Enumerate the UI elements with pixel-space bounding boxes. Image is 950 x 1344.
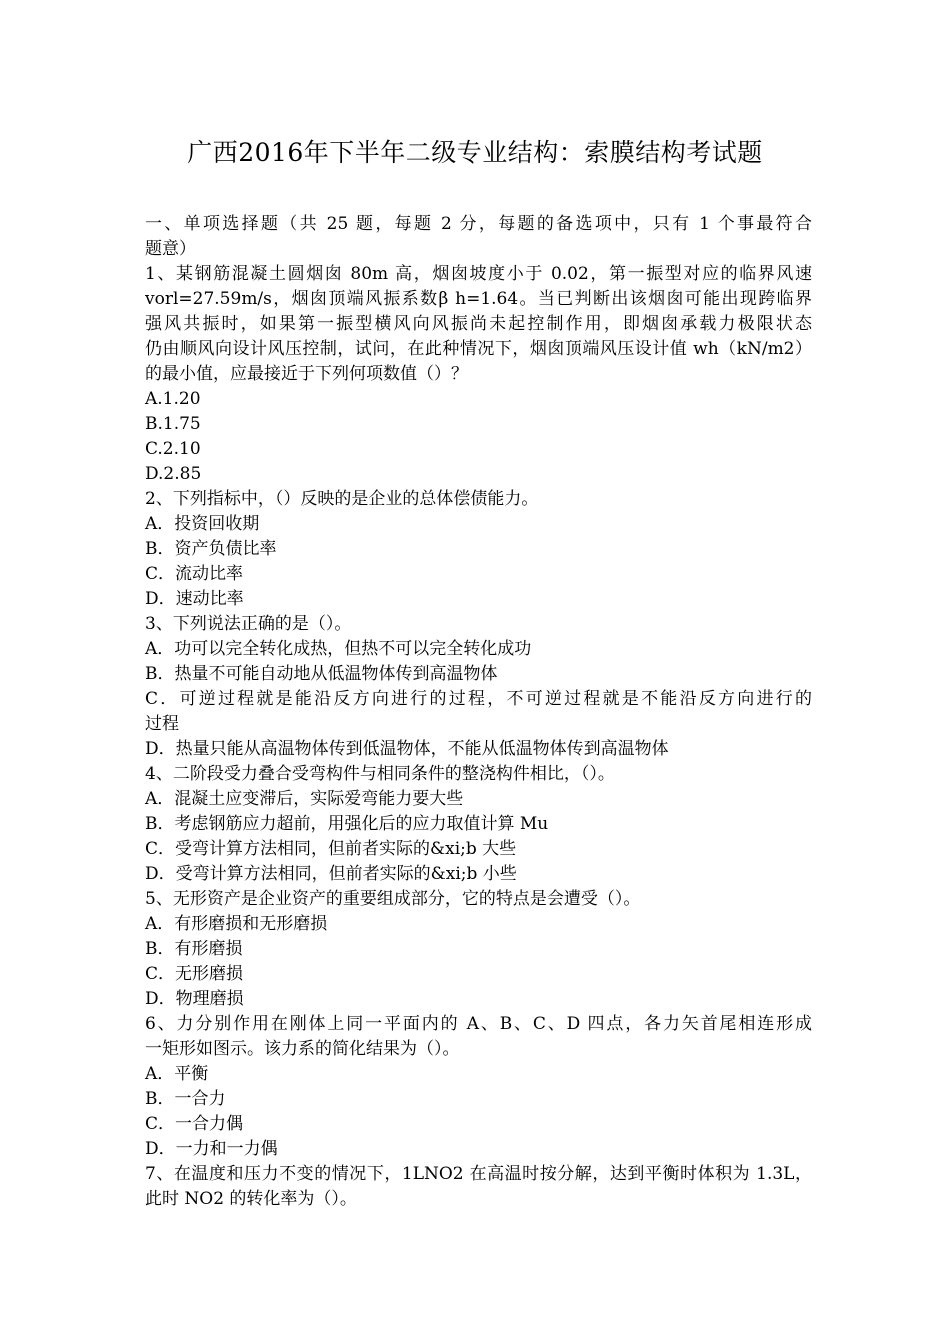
question-stem-line: 仍由顺风向设计风压控制，试问，在此种情况下，烟囱顶端风压设计值 wh（kN/m2） [145,339,812,359]
answer-option: C．无形磨损 [145,964,244,984]
answer-option: A.1.20 [145,389,201,409]
answer-option: A．平衡 [145,1064,209,1084]
question-7 [145,1162,812,1212]
answer-option: B.1.75 [145,414,201,434]
question-stem-line: 5、无形资产是企业资产的重要组成部分，它的特点是会遭受（）。 [145,889,641,909]
question-3 [145,612,812,762]
question-2 [145,487,812,612]
question-stem-line: 2、下列指标中，（）反映的是企业的总体偿债能力。 [145,489,539,509]
question-stem-line: 1、某钢筋混凝土圆烟囱 80m 高，烟囱坡度小于 0.02，第一振型对应的临界风速 [145,264,812,284]
answer-option: C．可逆过程就是能沿反方向进行的过程，不可逆过程就是不能沿反方向进行的 [145,689,812,709]
question-1 [145,262,812,487]
question-6 [145,1012,812,1162]
answer-option: B．一合力 [145,1089,226,1109]
answer-option: D.2.85 [145,464,202,484]
section-header-line: 题意） [145,239,196,259]
answer-option: C．流动比率 [145,564,244,584]
section-header-line: 一、单项选择题（共 25 题，每题 2 分，每题的备选项中，只有 1 个事最符合 [145,214,812,234]
answer-option: C.2.10 [145,439,201,459]
answer-option: D．热量只能从高温物体传到低温物体，不能从低温物体传到高温物体 [145,739,669,759]
question-stem-line: 此时 NO2 的转化率为（）。 [145,1189,357,1209]
question-stem-line: 6、力分别作用在刚体上同一平面内的 A、B、C、D 四点，各力矢首尾相连形成 [145,1014,812,1034]
question-stem-line: vorl=27.59m/s，烟囱顶端风振系数β h=1.64。当已判断出该烟囱可能出现跨临界 [145,289,812,309]
answer-option: D．一力和一力偶 [145,1139,278,1159]
answer-option: A．功可以完全转化成热，但热不可以完全转化成功 [145,639,532,659]
question-stem-line: 强风共振时，如果第一振型横风向风振尚未起控制作用，即烟囱承载力极限状态 [145,314,812,334]
answer-option: C．受弯计算方法相同，但前者实际的&xi;b 大些 [145,839,517,859]
answer-option: D．受弯计算方法相同，但前者实际的&xi;b 小些 [145,864,517,884]
answer-option: C．一合力偶 [145,1114,244,1134]
answer-option: A．投资回收期 [145,514,260,534]
answer-option: B．有形磨损 [145,939,243,959]
answer-option: 过程 [145,714,179,734]
question-stem-line: 7、在温度和压力不变的情况下，1LNO2 在高温时按分解，达到平衡时体积为 1.3L， [145,1164,812,1184]
question-stem-line: 4、二阶段受力叠合受弯构件与相同条件的整浇构件相比，（）。 [145,764,615,784]
answer-option: D．物理磨损 [145,989,244,1009]
answer-option: B．考虑钢筋应力超前，用强化后的应力取值计算 Mu [145,814,549,834]
answer-option: B．资产负债比率 [145,539,277,559]
answer-option: D．速动比率 [145,589,244,609]
page-title: 广西2016年下半年二级专业结构：索膜结构考试题 [187,138,763,167]
answer-option: A．混凝土应变滞后，实际爱弯能力要大些 [145,789,464,809]
answer-option: B．热量不可能自动地从低温物体传到高温物体 [145,664,498,684]
question-4 [145,762,812,887]
document-body [145,212,812,1212]
answer-option: A．有形磨损和无形磨损 [145,914,328,934]
question-stem-line: 一矩形如图示。该力系的简化结果为（）。 [145,1039,460,1059]
question-stem-line: 的最小值，应最接近于下列何项数值（）？ [145,364,468,384]
question-stem-line: 3、下列说法正确的是（）。 [145,614,352,634]
question-5 [145,887,812,1012]
